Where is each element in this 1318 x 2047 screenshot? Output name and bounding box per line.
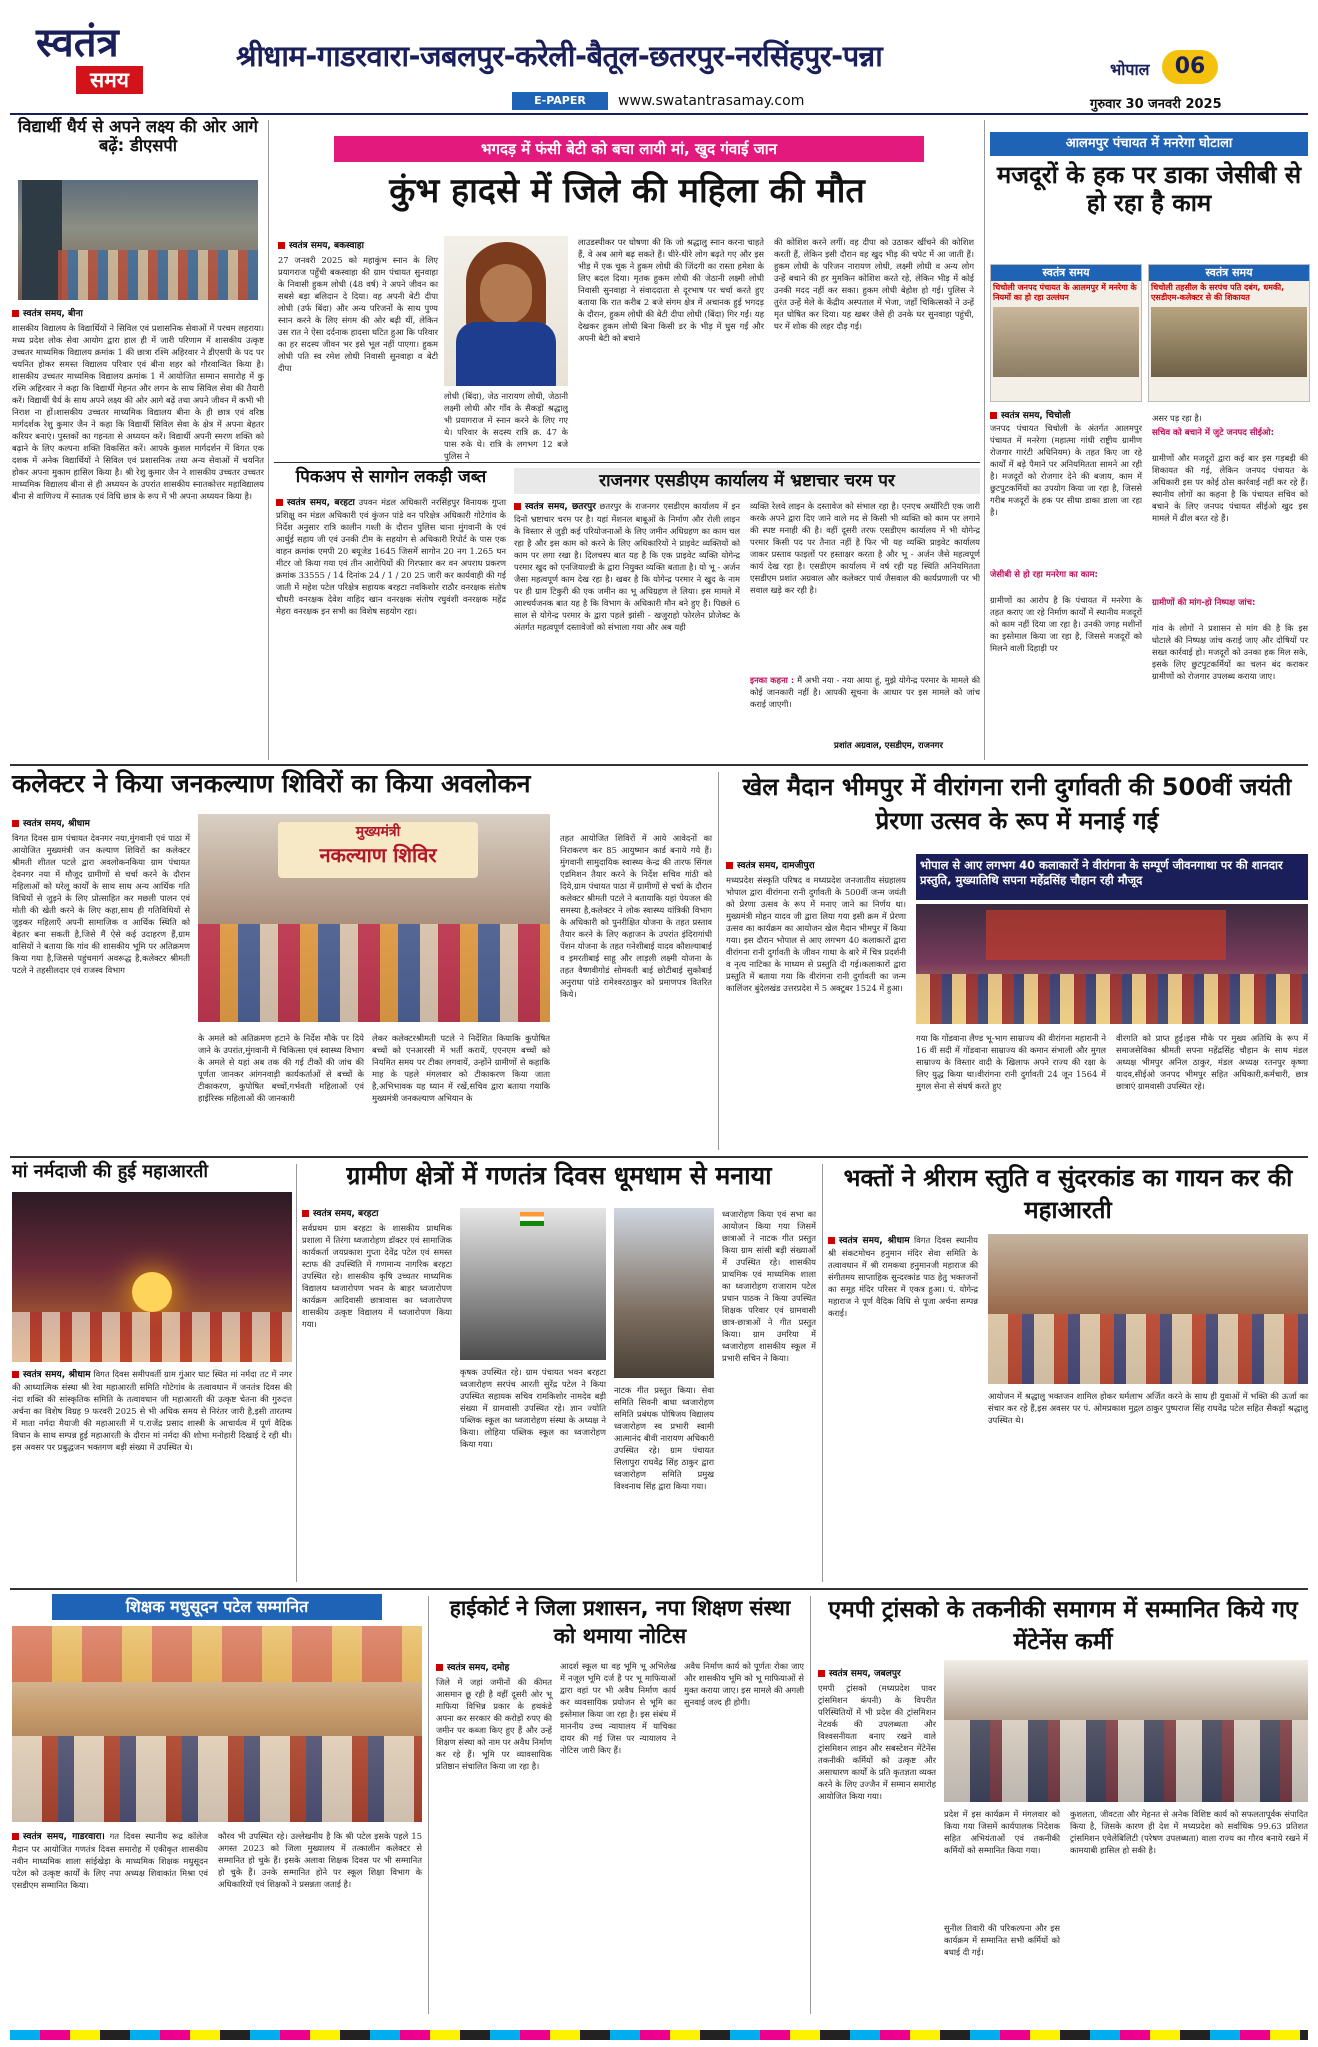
col2: व्यक्ति रेलवे लाइन के दस्तावेज को संभाल रहा है। एनएच अथॉरिटी एक जारी करके अपने द्वारा दिए जाने वाले मद से किसी भी व्यक्ति को काम पर लगाने की स्पष्ट मनाही की है। वहीं दूसरी तरफ एसडीएम कार्यालय में भी योगेन्द्र परमार किसी पद पर तैनात नहीं है फिर भी यह व्यक्ति प्राइवेट कार्यालय जाकर प्रस्ताव फाइलों पर हस्ताक्षर करता है और भू - अर्जन जैसे महत्वपूर्ण कार्य देख रहा है। एसडीएम कार्यालय में वर्ष रही यह स्थिति अनियमितता एसडीएम प्रशांत अग्रवाल और कलेक्टर पार्थ जैसवाल की कार्यप्रणाली पर भी सवाल खड़े कर रही है।	[750, 501, 980, 595]
col2b-text: मैं अभी नया - नया आया हूं, मुझे योगेन्द्र परमार के मामले की कोई जानकारी नहीं है। आपकी सूचना के आधार पर इस मामले को जांच कराई जाएगी।	[750, 675, 981, 709]
byline: स्वतंत्र समय, श्रीधाम	[828, 1236, 910, 1246]
story-dsp	[12, 118, 264, 648]
col2: गया कि गोंडवाना लैण्ड भू-भाग साम्राज्य की वीरांगना महारानी ने 16 वीं सदी में गोंडवाना साम्राज्य की कमान संभाली और मुगल साम्राज्य के विस्तार वादी के खिलाफ अपने राज्य की रक्षा के लिए युद्ध किया था।वीरांगना रानी दुर्गावती 24 जून 1564 में मुगल सेना से संघर्ष करते हुए	[916, 1033, 1106, 1091]
headline: कुंभ हादसे में जिले की महिला की मौत	[389, 171, 865, 211]
byline: स्वतंत्र समय, श्रीधाम	[12, 816, 90, 829]
classroom-photo	[18, 180, 258, 300]
headline: ग्रामीण क्षेत्रों में गणतंत्र दिवस धूमधाम से मनाया	[346, 1161, 772, 1190]
subhead-demand: ग्रामीणों की मांग-हो निष्पक्ष जांच:	[1152, 598, 1256, 608]
byline: स्वतंत्र समय, बरहटा	[302, 1206, 378, 1219]
story-mgnrega	[990, 132, 1308, 760]
story-pickup	[276, 468, 506, 760]
masthead-rule	[10, 113, 1308, 115]
col4: ध्वजारोहण किया एवं सभा का आयोजन किया गया जिसमें छात्राओं ने नाटक गीत प्रस्तुत किया ग्राम सांसी बड़ी संख्याओं में उपस्थित रहे। शासकीय प्राथमिक एवं माध्यमिक शाला का ध्वजारोहण राजाराम पटेल प्रधान पाठक ने किया उपस्थित शिक्षक परिवार एवं ग्रामवासी छात्र-छात्राओं ने गीत प्रस्तुत किया। ग्राम उमरिया में ध्वजारोहण शासकीय स्कूल में प्रभारी सचिन ने किया।	[722, 1209, 816, 1363]
col2b: लेकर कलेक्टरश्रीमती पटले ने निर्देशित कियाकि कुपोषित बच्चों को एनआरसी में भर्ती करायें, एएनएम बच्चों को नियमित समय पर टीका लगवायें, उन्होंने ग्रामीणों से कहाकि माह के पहले मंगलवार को टीकाकरण किया जाता है,अभिभावक यह ध्यान में रखें,सचिव द्वारा बताया गयाकि मुख्यमंत्री जनकल्याण अभियान के	[372, 1033, 550, 1103]
photo-caption-banner: भोपाल से आए लगभग 40 कलाकारों ने वीरांगना के सम्पूर्ण जीवनगाथा पर की शानदार प्रस्तुति, मुख्यातिथि सपना महेंद्रसिंह चौहान रही मौजूद	[916, 854, 1308, 900]
body: शासकीय विद्यालय के विद्यार्थियों ने सिविल एवं प्रशासनिक सेवाओं में परचम लहराया। मध्य प्रदेश लोक सेवा आयोग द्वारा हाल ही में जारी परिणाम में शासकीय उत्कृष्ट उच्चतर माध्यमिक विद्यालय क्रमांक 1 की छात्रा रश्मि अहिरवार ने डीएसपी के पद पर चयनित होकर समस्त विद्यालय परिवार एवं बीना शहर को गौरवान्वित किया है। शासकीय उच्चतर माध्यमिक विद्यालय क्रमांक 1 में आयोजित सम्मान समारोह में कु रश्मि अहिरवार ने कहा कि विद्यार्थी मेहनत और लगन के साथ सिविल सेवा की तैयारी करें। विद्यार्थी धैर्य के साथ अपने लक्ष्य की ओर आगे बढ़ें तथा अपने जीवन में कभी भी निराश ना हों।शासकीय उच्चतर माध्यमिक विद्यालय बीना के ही छात्र एवं वरिष्ठ मार्गदर्शक रेशु कुमार जैन ने कहा कि विद्यार्थी सिविल सेवा के क्षेत्र में अपना बेहतर करियर बनाएं। पुस्तकों का गहनता से अध्ययन करें। विद्यार्थी अपनी स्मरण शक्ति को बढ़ाने के लिए कल्पना शक्ति विकसित करें। आपके कुशल मार्गदर्शन में विगत एक दशक में अनेक विद्यार्थियों ने सिविल एवं प्रशासनिक तथा अन्य सेवाओं में चयनित होकर अपना मुकाम हासिल किया है। श्री रेशु कुमार जैन ने शासकीय उच्चतर उच्चतर माध्यमिक विद्यालय बीना से ही अध्ययन के उपरांत शासकीय स्नातकोत्तर महाविद्यालय बीना से वाणिज्य में स्नातक एवं विधि छात्र के रूप में भी अपना अध्ययन किया है।	[12, 323, 264, 501]
clipping-left	[990, 264, 1142, 402]
edition-label: भोपाल	[1110, 60, 1150, 79]
clipping-right	[1148, 264, 1310, 402]
story-bhimpur	[726, 770, 1308, 1150]
headline: एमपी ट्रांसको के तकनीकी समागम में सम्मानित किये गए मेंटेनेंस कर्मी	[828, 1597, 1298, 1655]
byline: स्वतंत्र समय, छतरपुर	[514, 502, 596, 512]
clipping-masthead: स्वतंत्र समय	[1149, 265, 1309, 281]
col-divider	[810, 1596, 811, 2014]
col1	[514, 500, 740, 758]
epaper-label: E-PAPER	[512, 92, 608, 110]
aarti-photo	[12, 1192, 292, 1362]
col3: तहत आयोजित शिविरों में आये आवेदनों का निराकरण कर 85 आयुष्मान कार्ड बनाये गये हैं। मुंगवानी सामुदायिक स्वास्थ्य केन्द्र की तारफ सिंगल एडमिशन तैयार करने के निर्देश सचिव गांठी को दिये,ग्राम पंचायत पाठा में ग्रामीणों से चर्चा के दौरान कलेक्टर श्रीमती पटले ने बतायाकि यहां पेयजल की समस्या है,कलेक्टर ने लोक स्वास्थ्य यांत्रिकी विभाग के अधिकारी को पुनरीक्षित योजना के तहत प्रस्ताव तैयार करने के लिए कहाजन के उपरांत इंदिरागांधी पेंशन योजना के तहत गनेशीबाई यादव कौशल्याबाई व इमरतीबाई साहू और लाड़ली लक्ष्मी योजना के तहत वैष्णवीगोडं सोमवती बाई छोटीबाई सुकोबाई अनुराधा पांडे रामेश्वरठाकुर को प्रमाणपत्र वितरित किये।	[560, 833, 712, 999]
story-rajnagar	[514, 468, 980, 760]
headline: मां नर्मदाजी की हुई महाआरती	[12, 1161, 209, 1182]
page-number: 06	[1162, 50, 1218, 84]
story-mptransco	[818, 1594, 1308, 2014]
col1	[12, 1830, 208, 2008]
subhead-ceo: सचिव को बचाने में जुटे जनपद सीईओ:	[1152, 428, 1274, 438]
logo-top: स्वतंत्र	[36, 19, 119, 66]
col1: जिले में जहां जमीनों की कीमत आसमान छू रही है वहीं दूसरी ओर भू माफिया विभिन्न प्रकार के हथकंडे अपना कर सरकार की करोड़ों रुपए की जमीन पर कब्जा किए हुए हैं और उन्हें शिक्षण संस्था को नाम पर अवैध निर्माण कर रहे हैं। भूमि पर व्यावसायिक प्रतिष्ठान संचालित किया जा रहा है।	[436, 1677, 552, 1771]
honour-photo	[944, 1660, 1308, 1802]
col3: अवैध निर्माण कार्य को पूर्णतः रोका जाए और शासकीय भूमि को भू माफियाओं से मुक्त कराया जाए। इस मामले की अगली सुनवाई जल्द ही होगी।	[684, 1661, 804, 1707]
victim-photo	[444, 236, 568, 386]
clipping-masthead: स्वतंत्र समय	[991, 265, 1141, 281]
section-rule	[10, 1588, 1308, 1590]
byline: स्वतंत्र समय, दामजीपुरा	[726, 858, 815, 871]
school-photo	[614, 1208, 714, 1378]
camp-photo	[198, 814, 550, 1022]
col-divider	[296, 1164, 297, 1582]
devotees-photo	[988, 1234, 1308, 1384]
body	[276, 496, 506, 760]
clipping-left-title: चिचोली जनपद पंचायत के आलमपुर में मनरेगा के नियमों का हो रहा उल्लंघन	[993, 283, 1137, 302]
col2: लाउडस्पीकर पर घोषणा की कि जो श्रद्धालु स्नान करना चाहते हैं, वे अब आगे बढ़ सकते हैं। धीरे-धीरे लोग बढ़ते गए और इस भीड़ में एक चूक ने हुकम लोधी की जिंदगी का रास्ता हमेशा के लिए बदल दिया। मृतक हुकम लोधी की जेठानी लक्ष्मी लोधी निवासी सुनवाहा ने संवाददाता से दूरभाष पर चर्चा करते हुए बताया कि रात करीब 2 बजे संगम क्षेत्र में अचानक हुई भगदड़ के दौरान, हुकम लोधी की बेटी दीपा लोधी (बिंदा) गिर गईं। यह देखकर हुकम लोधी बिना किसी डर के भीड़ में घुस गईं और अपनी बेटी को बचाने	[578, 237, 764, 343]
story-madhusudan	[12, 1594, 422, 2014]
kicker: भगदड़ में फंसी बेटी को बचा लायी मां, खुद गंवाई जान	[334, 136, 924, 162]
registration-strip	[10, 2030, 1308, 2040]
byline: स्वतंत्र समय, श्रीधाम	[12, 1370, 91, 1380]
cities-strip: श्रीधाम-गाडरवारा-जबलपुर-करेली-बैतूल-छतरपुर-नरसिंहपुर-पन्ना	[236, 39, 883, 73]
col1b: के अमले को अतिक्रमण हटाने के निर्देश मौके पर दिये जाने के उपरांत,मुंगवानी में चिकित्सा एवं स्वास्थ्य विभाग के अमले से यहां अब तक की गई टीकों की जांच की पूर्णता जानकर आंगनवाड़ी कार्यकर्ताओं से बच्चों के टीकाकरण, कुपोषित बच्चों,गर्भवती महिलाओं एवं हाईरिस्क महिलाओं की जानकारी	[198, 1033, 364, 1103]
subhead: इनका कहना :	[750, 675, 795, 685]
headline: भक्तों ने श्रीराम स्तुति व सुंदरकांड का गायन कर की महाआरती	[843, 1164, 1293, 1224]
clipping-right-title: चिचोली तहसील के सरपंच पति दबंग, धमकी, एसडीएम-कलेक्टर से की शिकायत	[1151, 283, 1285, 302]
col3: की कोशिश करने लगीं। वह दीपा को उठाकर खींचने की कोशिश करती हैं, लेकिन इसी दौरान वह खुद भीड़ की चपेट में आ जाती हैं। हुकम लोधी के परिजन नारायण लोधी, लक्ष्मी लोधी व अन्य लोग उन्हें बचाने की हर मुमकिन कोशिश करते रहे, लेकिन भीड़ में कोई उनकी मदद नहीं कर सका। हुकम लोधी बेहोश हो गई। पुलिस ने तुरंत उन्हें मेले के केंद्रीय अस्पताल में भेजा, जहाँ चिकित्सकों ने उन्हें मृत घोषित कर दिया। यह खबर जैसे ही उनके घर सुनवाहा पहुंची, घर में शोक की लहर दौड़ गई।	[774, 237, 974, 331]
headline: मजदूरों के हक पर डाका जेसीबी से हो रहा है काम	[996, 161, 1302, 217]
col3: कुशलता, जीवटता और मेहनत से अनेक विशिष्ट कार्य को सफलतापूर्वक संपादित किया है, जिसके कारण ही देश में मध्यप्रदेश को सर्वाधिक 99.63 प्रतिशत ट्रांसमिशन एवेलेबिलिटी (परेषण उपलब्धता) वाला राज्य का गौरव बनाये रखने में कामयाबी हासिल हो सकी है।	[1070, 1809, 1308, 1855]
col-divider	[268, 120, 269, 760]
col3: नाटक गीत प्रस्तुत किया। सेवा समिति सिवनी बाधा ध्वजारोहण समिति प्रबंधक पोषिजय विद्यालय ध्वजारोहण स्व प्रभारी स्वामी आत्मानंद बीवी नारायण अधिकारी उपस्थित रहे। ग्राम पंचायत सिलापुरा राघवेंद्र सिंह ठाकुर द्वारा ध्वजारोहण समिति प्रमुख विश्वनाथ सिंह द्वारा किया गया।	[614, 1385, 714, 1491]
story-narmada	[12, 1162, 292, 1582]
headline: कलेक्टर ने किया जनकल्याण शिविरों का किया अवलोकन	[12, 769, 531, 798]
col1: विगत दिवस ग्राम पंचायत देवनगर नया,मुंगवानी एवं पाठा में आयोजित मुख्यमंत्री जन कल्याण शिविरों का कलेक्टर श्रीमती शीतल पटले द्वारा अवलोकनकिया ग्राम पंचायत देवनगर नया में मौजूद ग्रामीणों से चर्चा करने के दौरान महिलाओं को घरेलू कार्यों के साथ साथ अन्य आर्थिक गति विधियों से जुड़ने के लिए प्रोत्साहित कर मछली पालन एवं मोती की खेती करने के लिए कहा,साथ ही गतिविधियों से जुड़कर महिलाएँ अपनी सामाजिक व आर्थिक स्थिति को बेहतर बना सकती है,जिसे मैं ऐसे कई उदाहरण हैं,ग्राम वासियों ने बताया कि गांव की शासकीय भूमि पर अतिक्रमण किया गया है,जिससे पहुंचमार्ग अवरूद्ध है,कलेक्टर श्रीमती पटले ने तहसीलदार एवं राजस्व विभाग	[12, 833, 190, 975]
col1: 27 जनवरी 2025 को महाकुंभ स्नान के लिए प्रयागराज पहुँची बकस्वाहा की ग्राम पंचायत सुनवाहा के निवासी हुकम लोधी (48 वर्ष) ने अपने जीवन का सबसे बड़ा बलिदान दे दिया। वह अपनी बेटी दीपा लोधी (उर्फ बिंदा) और अन्य परिजनों के साथ पुण्य स्नान करने के लिए संगम की ओर बढ़ी थीं, लेकिन उस रात ने ऐसा दर्दनाक हादसा घटित हुआ कि परिवार का हर सदस्य जीवन भर इसे भूल नहीं पाएगा। हुकम लोधी पति स्व रमेश लोधी निवासी सुनवाहा व बेटी दीपा	[278, 255, 438, 373]
col2b	[750, 674, 980, 736]
story-collector	[12, 770, 712, 1150]
byline: स्वतंत्र समय, चिचोली	[990, 408, 1071, 421]
kicker: आलमपुर पंचायत में मनरेगा घोटाला	[990, 132, 1308, 156]
body-text: उपवन मंडल अधिकारी नरसिंहपुर विनायक गुप्ता प्रशिक्षु वन मंडल अधिकारी एवं कुंजन पांडे वन परिक्षेत्र अधिकारी गोटेगांव के निर्देश अनुसार रात्रि कालीन गश्ती के दौरान पुलिस थाना मुंगवानी के एवं आर्थुई सहाय जी एवं उनकी टीम के सहयोग से अधिकारी रिपोर्ट के पास एक वाहन क्रमांक एमपी 20 बयूजेड 1645 जिसमें सागोन 20 नग 1.265 घन मीटर जो किया गया एवं तीन आरोपियों की गिरफ्तार कर वन अपराध प्रकरण क्रमांक 33555 / 14 दिनांक 24 / 1 / 20 25 जारी कर कार्यवाही की गई जाती में महेश पटेल परिक्षेत्र सहायक बरहटा नवकिशोर राठौर वनरक्षक संतोष चौधरी वनरक्षक देवेश वाहिद खान वनरक्षक संतोष रघुवंशी वनरक्षक महेंद्र मेहरा वनरक्षक इन सभी का विशेष सहयोग रहा।	[276, 497, 506, 616]
col2: आदर्श स्कूल था वह भूमि भू अभिलेख में नजूल भूमि दर्ज है पर भू माफियाओं द्वारा वहां पर भी अवैध निर्माण कार्य कर व्यवसायिक प्रयोजन से भूमि का इस्तेमाल किया जा रहा है। इस संबंध में माननीय उच्च न्यायालय में याचिका दायर की गई जिस पर न्यायालय ने नोटिस जारी किए हैं।	[560, 1661, 676, 1755]
section-rule	[10, 1156, 1308, 1158]
col2: आयोजन में श्रद्धालु भक्तजन शामिल होकर धर्मलाभ अर्जित करने के साथ ही युवाओं में भक्ति की ऊर्जा का संचार कर रहे हैं,इस अवसर पर पं. ओमप्रकाश मुद्गल ठाकुर पुष्पराज सिंह राघवेंद्र पटेल सहित सैकड़ों श्रद्धालु उपस्थित थे।	[988, 1391, 1308, 1425]
col-divider	[428, 1596, 429, 2014]
issue-date: गुरुवार 30 जनवरी 2025	[1090, 97, 1222, 112]
story-highcourt	[436, 1594, 804, 2014]
col1: एमपी ट्रांसको (मध्यप्रदेश पावर ट्रांसमिशन कंपनी) के विपरीत परिस्थितियों में भी प्रदेश की ट्रांसमिशन नेटवर्क की उपलब्धता और विश्वसनीयता बनाए रखने वाले ट्रांसमिशन लाइन और सबस्टेशन मेंटेनेंस तकनीकी कर्मियों को उत्कृष्ट और असाधारण कार्यों के प्रति कृतज्ञता व्यक्त करने के लिए उज्जैन में सम्मान समारोह आयोजित किया गया।	[818, 1683, 936, 1801]
headline: खेल मैदान भीमपुर में वीरांगना रानी दुर्गावती की 500वीं जयंती प्रेरणा उत्सव के रूप में मनाई गई	[742, 773, 1292, 835]
body: मध्यप्रदेश संस्कृति परिषद व मध्यप्रदेश जनजातीय संग्रहालय भोपाल द्वारा वीरांगना रानी दुर्गावती के 500वीं जन्म जयंती को प्रेरणा उत्सव के रूप में मनाए जाने का निर्णय था। मुख्यमंत्री मोहन यादव जी द्वारा लिया गया इसी क्रम में प्रेरणा उत्सव का कार्यक्रम का आयोजन खेल मैदान भीमपुर में किया गया। इस दौरान भोपाल से आए लगभग 40 कलाकारों द्वारा वीरांगना रानी दुर्गावती के जीवन गाथा के बारे में चित्र प्रदर्शनी व नृत्य नाटिका के माध्यम से प्रस्तुति दी गई।कलाकारों द्वारा प्रस्तुति में बताया गया कि वीरांगना रानी दुर्गावती का जन्म कालिंजर बुंदेलखंड उत्तरप्रदेश में 5 अक्टूबर 1524 में हुआ।	[726, 875, 906, 993]
headline: शिक्षक मधुसूदन पटेल सम्मानित	[52, 1594, 382, 1620]
col2: कौरव भी उपस्थित रहे। उल्लेखनीय है कि श्री पटेल इसके पहले 15 अगस्त 2023 को जिला मुख्यालय में तत्कालीन कलेक्टर से सम्मानित हो चुके हैं। इसके अलावा शिक्षक दिवस पर भी सम्मानित हो चुके हैं। उनके सम्मानित होने पर स्कूल शिक्षा विभाग के अधिकारियों एवं शिक्षकों ने प्रसन्नता जताई है।	[218, 1831, 422, 1889]
sign-off: प्रशांत अग्रवाल, एसडीएम, राजनगर	[834, 741, 943, 751]
performance-photo	[916, 904, 1308, 1024]
col2: असर पड़ रहा है।	[1152, 413, 1202, 423]
col3: वीरगति को प्राप्त हुई।इस मौके पर मुख्य अतिथि के रूप में समाजसेविका श्रीमती सपना महेंद्रसिंह चौहान के साथ मंडल अध्यक्ष भीमपुर अनिल ठाकुर, मंडल अध्यक्ष रतनपुर कृष्णा यादव,सीईओ जनपद भीमपुर सहित अधिकारी,कर्मचारी, छात्र छात्राएं ग्रामवासी उपस्थित रहे।	[1116, 1033, 1308, 1091]
byline: स्वतंत्र समय, बीना	[12, 306, 83, 319]
website-link[interactable]: www.swatantrasamay.com	[618, 93, 805, 109]
headline: हाईकोर्ट ने जिला प्रशासन, नपा शिक्षण संस्था को थमाया नोटिस	[449, 1596, 791, 1648]
felicitation-photo	[12, 1626, 422, 1822]
byline: स्वतंत्र समय, गाडरवारा।	[12, 1832, 105, 1842]
col1b: ग्रामीणों का आरोप है कि पंचायत में मनरेगा के तहत कराए जा रहे निर्माण कार्यों में स्थानीय मजदूरों को काम नहीं दिया जा रहा है। उनकी जगह मशीनों का इस्तेमाल किया जा रहा है, जिससे मजदूरों को मिलने वाली दिहाड़ी पर	[990, 595, 1142, 653]
col2a: ग्रामीणों और मजदूरों द्वारा कई बार इस गड़बड़ी की शिकायत की गई, लेकिन जनपद पंचायत के अधिकारी इस पर कोई ठोस कार्रवाई नहीं कर रहे हैं। स्थानीय लोगों का कहना है कि पंचायत सचिव को बचाने के लिए जनपद पंचायत सीईओ खुद इस मामले में ढील बरत रहे हैं।	[1152, 453, 1308, 523]
col1-text: छतरपुर के राजनगर एसडीएम कार्यालय में इन दिनों भ्रष्टाचार चरम पर है। यहां मेंशनल बाबूओं के निर्माण और रोली लाइन के विस्तार से जुड़ी कई परियोजनाओं के लिए जमीन अधिग्रहण का काम चल रहा है और इस काम को करने के लिए अधिकारियों ने प्राइवेट व्यक्तियों को काम पर लगा रखा है। दिलचस्प बात यह है कि एक प्राइवेट व्यक्ति योगेन्द्र परमार खुद को एनजियाल्डी के द्वारा नियुक्त व्यक्ति बताता है। यो भू - अर्जन जैसा महत्वपूर्ण काम देख रहा है। खबर है कि योगेन्द्र परमार ने खुद के नाम पर ही ग्राम टिकुरी की एक जमीन का भू अधिग्रहण ले लिया। इस मामले में आश्चर्यजनक बात यह है कि विभाग के अधिकारी मौन बने हुए हैं। पिछले 6 साल से योगेन्द्र परमार के द्वारा पहले झांसी - खजुराहो फोरलेन प्रोजेक्ट के अंतर्गत महत्वपूर्ण दस्तावेजों को संभाला गया और अब यही	[514, 501, 741, 632]
headline: विद्यार्थी धैर्य से अपने लक्ष्य की ओर आगे बढ़ें: डीएसपी	[18, 117, 258, 155]
flag-hoisting-photo	[460, 1208, 606, 1360]
col-divider	[718, 772, 719, 1150]
col1-text: गत दिवस स्थानीय रूद्र कॉलेज मैदान पर आयोजित गणतंत्र दिवस समारोह में एकीकृत शासकीय नवीन माध्यमिक शाला सांईखेड़ा के माध्यमिक शिक्षक मधुसूदन पटेल को उत्कृष्ट कार्यों के लिए नपा अध्यक्ष शिवाकांत मिश्रा एवं एसडीएम सम्मानित किया।	[12, 1831, 208, 1890]
story-gantantra	[302, 1162, 816, 1582]
body-text: विगत दिवस समीपवर्ती ग्राम गुंआर घाट स्थित मां नर्मदा तट में नगर की आध्यात्मिक संस्था श्री रेवा महाआरती समिति गोटेगांव के तत्वावधान में जनतंत्र दिवस की नंदा शक्ति की सांस्कृतिक समिति के तत्वावधान जी महाआरती की उत्कृष्ट चेतना की गुरुदत्त अर्चना का विशेष विग्रह 9 फरवरी 2025 से भी अधिक समय से निरंतर जारी है,इसी तारतम्य में माता नर्मदा मैयाजी की महाआरती में प.राजेंद्र प्रसाद शास्त्री के आचार्यत्व में पूर्ण वैदिक विधान के साथ सम्पन्न हुई महाआरती के दौरान मां नर्मदा की शोभा मनोहारी दिखाई दे रही थी। इस अवसर पर प्रबुद्धजन भक्तगण बड़ी संख्या में उपस्थित थे।	[12, 1369, 292, 1452]
banner-line2: नकल्याण शिविर	[319, 843, 437, 867]
caption: सुनील तिवारी की परिकल्पना और इस कार्यक्रम में सम्मानित सभी कर्मियों को बधाई दी गई।	[944, 1923, 1060, 1957]
banner-line1: मुख्यमंत्री	[355, 824, 401, 840]
headline: राजनगर एसडीएम कार्यालय में भ्रष्टाचार चरम पर	[514, 468, 980, 494]
photo-caption: लोधी (बिंदा), जेठ नारायण लोधी, जेठानी लक्ष्मी लोधी और गाँव के सैकड़ों श्रद्धालु भी प्रयागराज में स्नान करने के लिए गए थे। परिवार के सदस्य रात्रि क्र. 47 के पास रुके थे। रात्रि के लगभग 12 बजे पुलिस ने	[444, 391, 568, 461]
col1: सर्वप्रथम ग्राम बरहटा के शासकीय प्राथमिक प्रशाला में तिरंगा ध्वजारोहण डॉक्टर एवं सामाजिक कार्यकर्ता जयप्रकाश गुप्ता देवेंद्र पटेल एवं समस्त स्टाफ की उपस्थिति में गणमान्य नागरिक बरहटा उपस्थित रहे। शासकीय कृषि उच्चतर माध्यमिक विद्यालय ध्वजारोपण भवन के बाहर ध्वजारोपण कार्यक्रम आदिवासी छात्रावास का ध्वजारोपण शासकीय उत्कृष्ट विद्यालय में ध्वजारोपण किया गया।	[302, 1223, 452, 1329]
masthead	[0, 0, 1318, 112]
byline: स्वतंत्र समय, बरहटा	[276, 498, 355, 508]
byline: स्वतंत्र समय, बकस्वाहा	[278, 238, 364, 251]
col-divider	[822, 1164, 823, 1582]
body	[12, 1368, 292, 1578]
byline: स्वतंत्र समय, जबलपुर	[818, 1666, 901, 1679]
col1-text: विगत दिवस स्थानीय श्री संकटमोचन हनुमान मंदिर सेवा समिति के तत्वावधान में श्री रामकथा हनुमानजी महाराज की संगीतमय साप्ताहिक सुन्दरकांड पाठ हेतु भक्तजनों का समूह मंदिर परिसर में एकत्र हुआ। पं. योगेन्द्र महाराज ने पूर्ण वैदिक विधि से पूजा अर्चना सम्पन्न कराई।	[828, 1235, 978, 1318]
story-kumbh	[274, 118, 980, 461]
byline: स्वतंत्र समय, दमोह	[436, 1660, 509, 1673]
col2b: गांव के लोगों ने प्रशासन से मांग की है कि इस घोटाले की निष्पक्ष जांच कराई जाए और दोषियों पर सख्त कार्रवाई हो। मजदूरों को उनका हक मिल सके, इसके लिए छुटपुटकर्मियों का चलन बंद कराकर ग्रामीणों को रोजगार उपलब्ध कराया जाए।	[1152, 623, 1308, 681]
logo-bottom: समय	[76, 66, 143, 94]
col1	[828, 1234, 978, 1578]
col2: प्रदेश में इस कार्यक्रम में मंगलवार को किया गया जिसमें कार्यपालक निदेशक सहित अभियंताओं एवं तकनीकी कर्मियों को सम्मानित किया गया।	[944, 1809, 1060, 1855]
caption1: कृषक उपस्थित रहे। ग्राम पंचायत भवन बरहटा ध्वजारोहण सरपंच आरती सुरेंद्र पटेल ने किया उपस्थित सहायक सचिव रामकिशोर नामदेव बड़ी संख्या में ग्रामवासी उपस्थित रहे। ज्ञान ज्योति पब्लिक स्कूल का ध्वजारोहण संस्था के अध्यक्ष ने किया। लोहिया पब्लिक स्कूल का ध्वजारोहण किया गया।	[460, 1367, 606, 1449]
section-rule	[274, 462, 980, 463]
section-rule	[10, 764, 1308, 766]
logo	[36, 20, 196, 100]
col1: जनपद पंचायत चिचोली के अंतर्गत आलमपुर पंचायत में मनरेगा (महात्मा गांधी राष्ट्रीय ग्रामीण रोजगार गारंटी अधिनियम) के तहत किए जा रहे कार्यों में बड़े पैमाने पर अनियमितता सामने आ रही है। मजदूरों को रोजगार देने की बजाय, काम में छुटपुटकर्मियों का उपयोग किया जा रहा है, जिससे गरीब मजदूरों के हक पर सीधा डाका डाला जा रहा है।	[990, 423, 1142, 517]
subhead-jcb: जेसीबी से हो रहा मनरेगा का काम:	[990, 570, 1098, 580]
headline: पिकअप से सागोन लकड़ी जब्त	[295, 467, 487, 487]
col-divider	[984, 120, 985, 760]
story-shriram	[828, 1162, 1308, 1582]
